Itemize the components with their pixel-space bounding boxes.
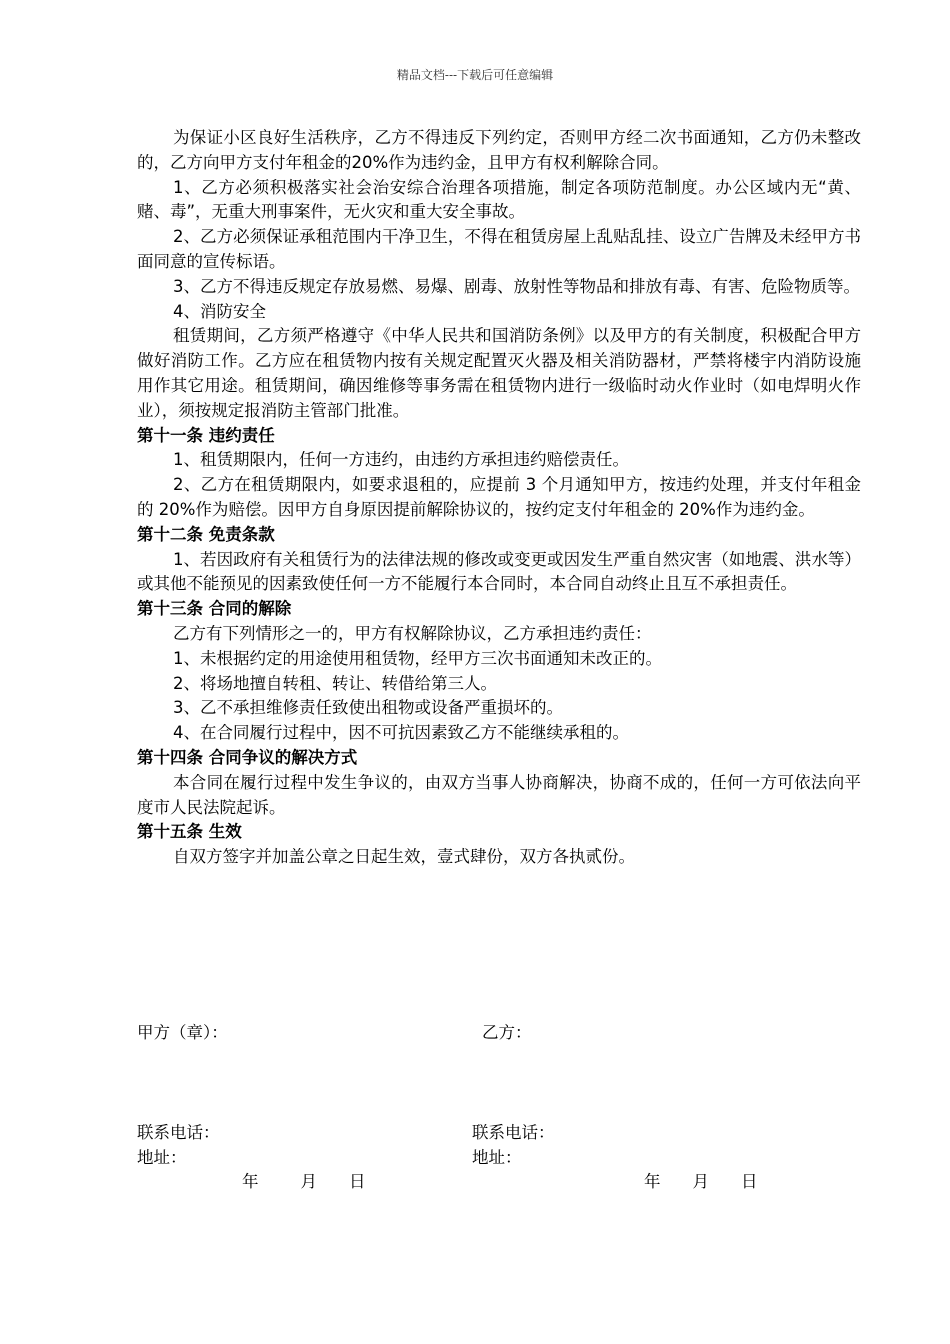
section-heading-15: 第十五条 生效	[137, 822, 242, 842]
paragraph-breach-2: 2、乙方在租赁期限内，如要求退租的，应提前 3 个月通知甲方，按违约处理，并支付年租金的 20%作为赔偿。因甲方自身原因提前解除协议的，按约定支付年租金的 20%作为违约金。	[137, 475, 861, 519]
paragraph-fire-safety: 租赁期间，乙方须严格遵守《中华人民共和国消防条例》以及甲方的有关制度，积极配合甲方做好消防工作。乙方应在租赁物内按有关规定配置灭火器及相关消防器材，严禁将楼宇内消防设施用作其它用途。租赁期间，确因维修等事务需在租赁物内进行一级临时动火作业时（如电焊明火作业），须按规定报消防主管部门批准。	[137, 326, 861, 420]
party-b-address-label: 地址：	[472, 1148, 522, 1167]
day-label: 日	[741, 1172, 758, 1191]
paragraph-termination-2: 2、将场地擅自转租、转让、转借给第三人。	[173, 673, 497, 693]
paragraph-termination-4: 4、在合同履行过程中，因不可抗因素致乙方不能继续承租的。	[173, 723, 629, 743]
paragraph-termination-1: 1、未根据约定的用途使用租赁物，经甲方三次书面通知未改正的。	[173, 648, 662, 668]
paragraph-termination-intro: 乙方有下列情形之一的，甲方有权解除协议，乙方承担违约责任：	[173, 623, 652, 643]
party-a-seal-label: 甲方（章）：	[137, 1023, 228, 1042]
section-heading-12: 第十二条 免责条款	[137, 524, 275, 544]
section-heading-13: 第十三条 合同的解除	[137, 599, 292, 619]
day-label: 日	[349, 1172, 366, 1191]
paragraph-intro: 为保证小区良好生活秩序，乙方不得违反下列约定，否则甲方经二次书面通知，乙方仍未整改的，乙方向甲方支付年租金的20%作为违约金，且甲方有权利解除合同。	[137, 128, 861, 172]
paragraph-dispute: 本合同在履行过程中发生争议的，由双方当事人协商解决，协商不成的，任何一方可依法向平度市人民法院起诉。	[137, 772, 861, 817]
paragraph-breach-1: 1、租赁期限内，任何一方违约，由违约方承担违约赔偿责任。	[173, 450, 629, 470]
paragraph-item-3: 3、乙方不得违反规定存放易燃、易爆、剧毒、放射性等物品和排放有毒、有害、危险物质等。	[173, 276, 860, 296]
party-b-label: 乙方：	[482, 1023, 532, 1042]
paragraph-item-4: 4、消防安全	[173, 301, 266, 321]
paragraph-effective: 自双方签字并加盖公章之日起生效，壹式肆份，双方各执贰份。	[173, 847, 635, 867]
party-a-date	[242, 1170, 366, 1195]
paragraph-item-1: 1、乙方必须积极落实社会治安综合治理各项措施，制定各项防范制度。办公区域内无“黄、赌、毒”，无重大刑事案件，无火灾和重大安全事故。	[137, 177, 861, 222]
section-heading-11: 第十一条 违约责任	[137, 425, 275, 445]
year-label: 年	[242, 1172, 259, 1191]
section-heading-14: 第十四条 合同争议的解决方式	[137, 747, 358, 767]
party-b-date	[644, 1170, 758, 1195]
paragraph-exemption-1: 1、若因政府有关租赁行为的法律法规的修改或变更或因发生严重自然灾害（如地震、洪水等）或其他不能预见的因素致使任何一方不能履行本合同时，本合同自动终止且互不承担责任。	[137, 549, 861, 594]
party-a-address-label: 地址：	[137, 1148, 187, 1167]
paragraph-item-2: 2、乙方必须保证承租范围内干净卫生，不得在租赁房屋上乱贴乱挂、设立广告牌及未经甲方书面同意的宣传标语。	[137, 227, 861, 271]
party-b-phone-label: 联系电话：	[472, 1123, 555, 1142]
paragraph-termination-3: 3、乙不承担维修责任致使出租物或设备严重损坏的。	[173, 698, 563, 718]
party-a-phone-label: 联系电话：	[137, 1123, 220, 1142]
month-label: 月	[300, 1172, 317, 1191]
year-label: 年	[644, 1172, 661, 1191]
contract-body	[137, 126, 861, 870]
page-header: 精品文档---下载后可任意编辑	[396, 68, 554, 82]
month-label: 月	[692, 1172, 709, 1191]
